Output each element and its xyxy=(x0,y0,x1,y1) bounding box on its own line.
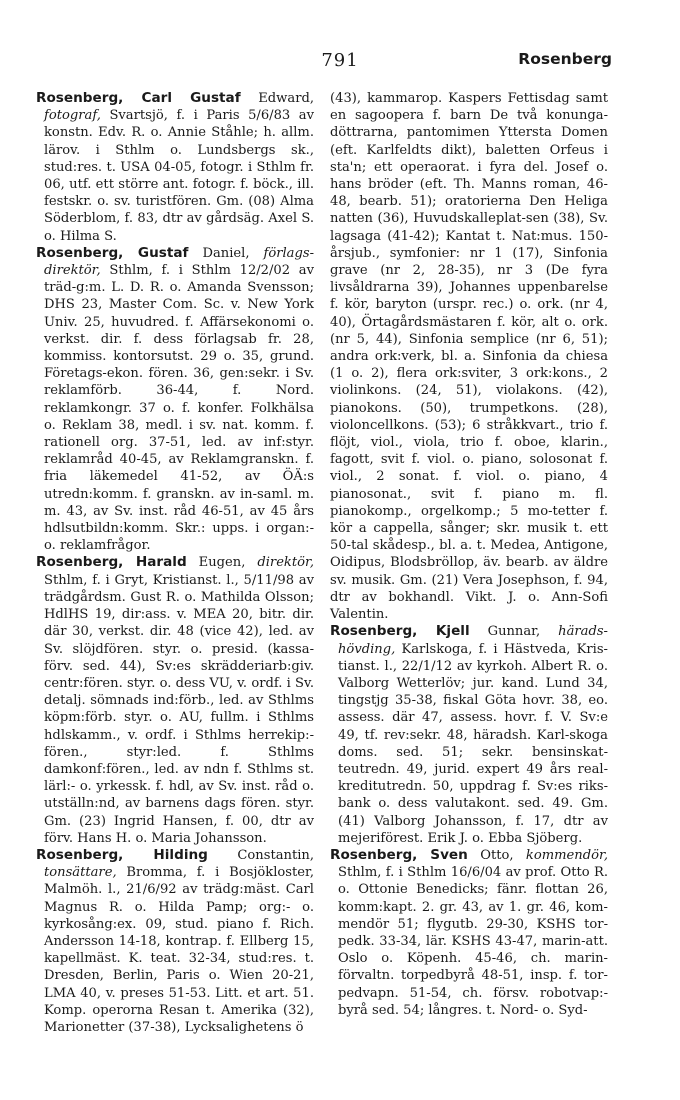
biography-entry xyxy=(330,847,608,1019)
entry-name: Rosenberg, Carl Gustaf xyxy=(36,90,241,106)
entry-title: tonsättare, xyxy=(44,865,117,881)
entry-given-names: Daniel, xyxy=(202,245,250,261)
entry-text: Sthlm, f. i Gryt, Kristianst. l., 5/11/98 av trädgårdsm. Gust R. o. Mathilda Olsson; HdlHS 19, dir:ass. v. MEA 20, bitr. dir. där 30, verkst. dir. 48 (vice 42), led. av Sv. slöjdfören. styr. o. presid. (kassa-förv. sed. 44), Sv:es skrädderiarb:giv. centr:fören. styr. o. dess VU, v. ordf. i Sv. detalj. sömnads ind:förb., led. av Sthlms köpm:förb. styr. o. AU, fullm. i Sthlms hdlskamm., v. ordf. i Sthlms herrekip:-fören., styr:led. f. Sthlms damkonf:fören., led. av ndn f. Sthlms st. lärl:- o. yrkessk. f. hdl, av Sv. inst. råd o. utställn:nd, av barnens dags fören. styr. Gm. (23) Ingrid Hansen, f. 00, dtr av förv. Hans H. o. Maria Johansson. xyxy=(44,572,314,846)
biography-entry xyxy=(36,554,314,846)
left-column xyxy=(36,90,314,1036)
entry-name: Rosenberg, Kjell xyxy=(330,623,470,640)
entry-given-names: Gunnar, xyxy=(487,624,541,640)
entry-name: Rosenberg, Hilding xyxy=(36,846,208,863)
entry-given-names: Eugen, xyxy=(198,555,246,571)
entry-title: förlags-direktör, xyxy=(44,245,315,279)
entry-given-names: Edward, xyxy=(258,91,314,106)
entry-given-names: Otto, xyxy=(480,847,514,863)
biography-entry xyxy=(36,847,314,1036)
biography-entry xyxy=(36,90,314,245)
biography-entry-continuation xyxy=(330,90,608,623)
entry-given-names: Constantin, xyxy=(237,847,314,863)
entry-name: Rosenberg, Harald xyxy=(36,554,187,571)
biography-entry xyxy=(330,623,608,847)
running-head: Rosenberg xyxy=(518,50,612,68)
entry-text: Svartsjö, f. i Paris 5/6/83 av konstn. Edv. R. o. Annie Ståhle; h. allm. lärov. i Sthlm o. Lundsbergs sk., stud:res. t. USA 04-05, fotogr. i Sthlm fr. 06, utf. ett större ant. fotogr. f. böck., ill. festskr. o. sv. turistfören. Gm. (08) Alma Söderblom, f. 83, dtr av gårdsäg. Axel S. o. Hilma S. xyxy=(44,108,314,244)
entry-name: Rosenberg, Gustaf xyxy=(36,244,189,261)
entry-title: fotograf, xyxy=(44,108,101,124)
entry-text: Bromma, f. i Bosjökloster, Malmöh. l., 21/6/92 av trädg:mäst. Carl Magnus R. o. Hilda Pamp; org:- o. kyrkosång:ex. 09, stud. piano f. Rich. Andersson 14-18, kontrap. f. Ellberg 15, kapellmäst. K. teat. 32-34, stud:res. t. Dresden, Berlin, Paris o. Wien 20-21, LMA 40, v. preses 51-53. Litt. et art. 51. Komp. operorna Resan t. Amerika (32), Marionetter (37-38), Lycksalighetens ö xyxy=(44,865,314,1035)
right-column xyxy=(330,90,608,1019)
biography-entry xyxy=(36,245,314,555)
entry-text: Sthlm, f. i Sthlm 16/6/04 av prof. Otto R. o. Ottonie Benedicks; fänr. flottan 26, komm:kapt. 2. gr. 43, av 1. gr. 46, kom-mendör 51; flygutb. 29-30, KSHS tor-pedk. 33-34, lär. KSHS 43-47, marin-att. Oslo o. Köpenh. 45-46, ch. marin-förvaltn. torpedbyrå 48-51, insp. f. tor-pedvapn. 51-54, ch. försv. robotvap:-byrå sed. 54; långres. t. Nord- o. Syd- xyxy=(338,865,608,1018)
entry-title: härads-hövding, xyxy=(338,624,608,657)
entry-text: Karlskoga, f. i Hästveda, Kris-tianst. l., 22/1/12 av kyrkoh. Albert R. o. Valborg Wetterlöv; jur. kand. Lund 34, tingstjg 35-38, fiskal Göta hovr. 38, eo. assess. där 47, assess. hovr. f. V. Sv:e 49, tf. rev:sekr. 48, häradsh. Karl-skoga doms. sed. 51; sekr. bensinskat-teutredn. 49, jurid. expert 49 års real-kreditutredn. 50, uppdrag f. Sv:es riks-bank o. dess valutakont. sed. 49. Gm. (41) Valborg Johansson, f. 17, dtr av mejeriförest. Erik J. o. Ebba Sjöberg. xyxy=(338,641,608,846)
entry-text: Sthlm, f. i Sthlm 12/2/02 av träd-g:m. L. D. R. o. Amanda Svensson; DHS 23, Master Com. Sc. v. New York Univ. 25, huvudred. f. Affärsekonomi o. verkst. dir. f. dess förlagsab fr. 28, kommiss. kontorsutst. 29 o. 35, grund. Företags-ekon. fören. 36, gen:sekr. i Sv. reklamförb. 36-44, f. Nord. reklamkongr. 37 o. f. konfer. Folkhälsa o. Reklam 38, medl. i sv. nat. komm. f. rationell org. 37-51, led. av inf:styr. reklamråd 40-45, av Reklamgranskn. f. fria läkemedel 41-52, av ÖÄ:s utredn:komm. f. granskn. av in-saml. m. m. 43, av Sv. inst. råd 46-51, av 45 års hdlsutbildn:komm. Skr.: upps. i organ:- o. reklamfrågor. xyxy=(44,263,314,554)
entry-title: direktör, xyxy=(257,555,314,571)
page-number: 791 xyxy=(321,50,359,71)
entry-name: Rosenberg, Sven xyxy=(330,846,468,863)
entry-title: kommendör, xyxy=(525,847,608,863)
entry-text: (43), kammarop. Kaspers Fettisdag samt en sagoopera f. barn De två konunga-döttrarna, pantomimen Yttersta Domen (eft. Karlfeldts dikt), baletten Orfeus i sta'n; ett operaorat. i fyra del. Josef o. hans bröder (eft. Th. Manns roman, 46-48, bearb. 51); oratorierna Den Heliga natten (36), Huvudskalleplat-sen (38), Sv. lagsaga (41-42); Kantat t. Nat:mus. 150-årsjub., symfonier: nr 1 (17), Sinfonia grave (nr 2, 28-35), nr 3 (De fyra livsåldrarna 39), Johannes uppenbarelse f. kör, baryton (urspr. rec.) o. ork. (nr 4, 40), Örtagårdsmästaren f. kör, alt o. ork. (nr 5, 44), Sinfonia semplice (nr 6, 51); andra ork:verk, bl. a. Sinfonia da chiesa (1 o. 2), flera ork:sviter, 3 ork:kons., 2 violinkons. (24, 51), violakons. (42), pianokons. (50), trumpetkons. (28), violoncellkons. (53); 6 stråkkvart., trio f. flöjt, viol., viola, trio f. oboe, klarin., fagott, svit f. viol. o. piano, solosonat f. viol., 2 sonat. f. viol. o. piano, 4 pianosonat., svit f. piano m. fl. pianokomp., orgelkomp.; 5 mo-tetter f. kör a cappella, sånger; skr. musik t. ett 50-tal skådesp., bl. a. t. Medea, Antigone, Oidipus, Blodsbröllop, äv. bearb. av äldre sv. musik. Gm. (21) Vera Josephson, f. 94, dtr av bokhandl. Vikt. J. o. Ann-Sofi Valentin. xyxy=(330,91,608,623)
